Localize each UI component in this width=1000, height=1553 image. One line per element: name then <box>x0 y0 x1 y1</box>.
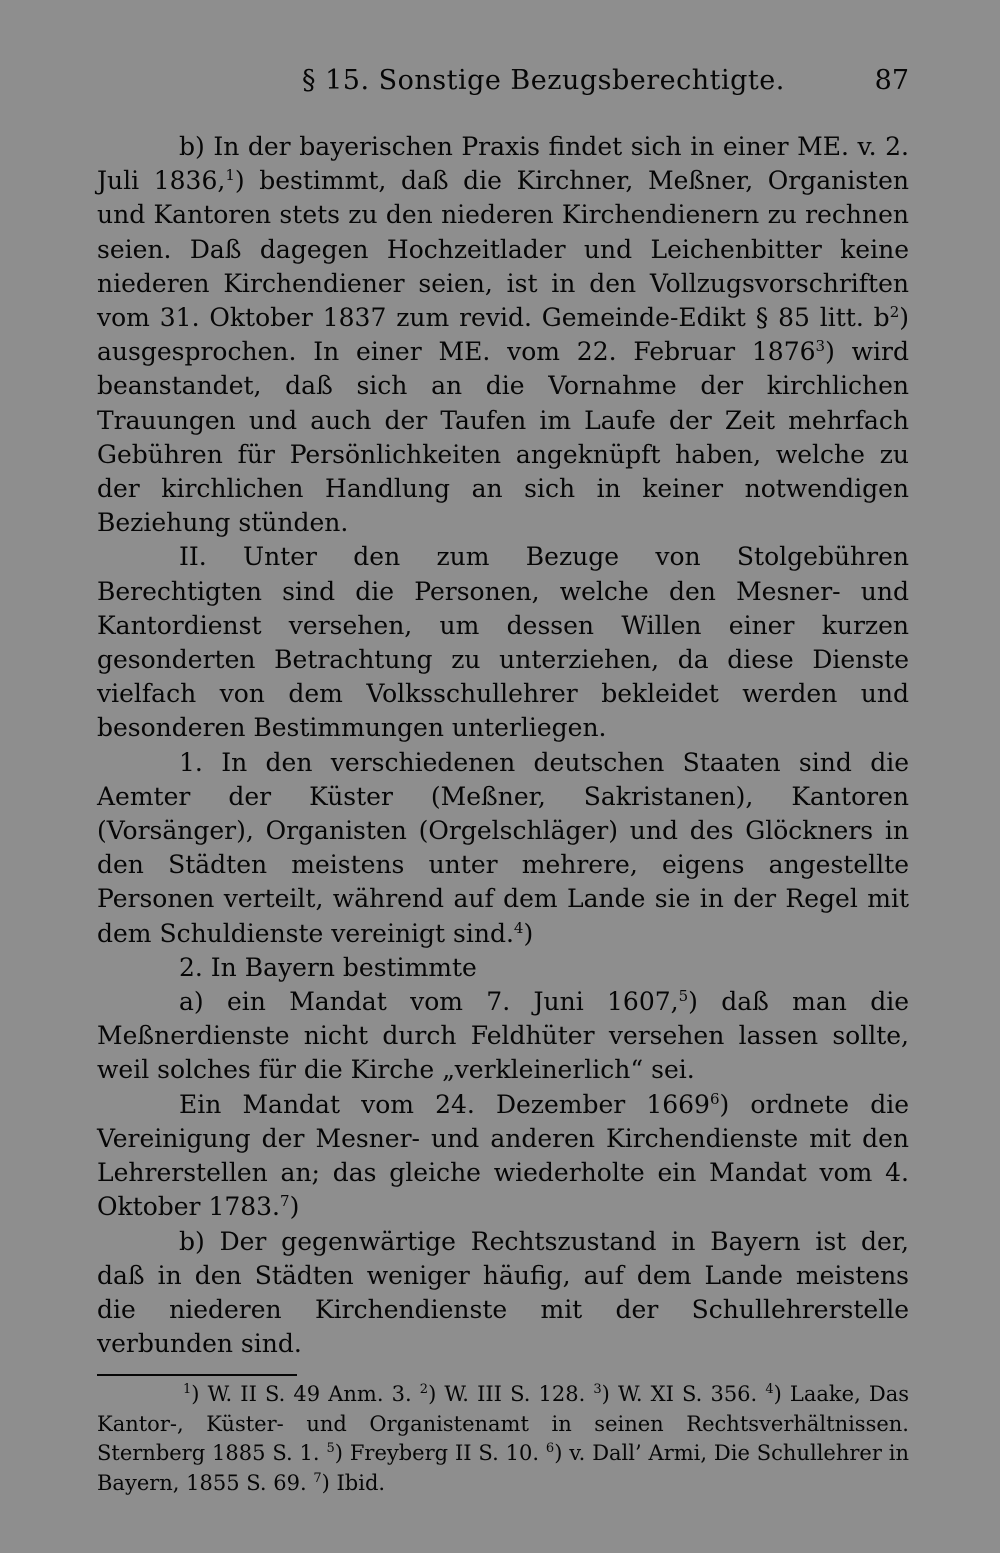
footnote-text: ) Laake, Das Kantor-, Küster- und Organistenamt in seinen Rechtsverhältnissen. Sternberg 1885 S. 1. <box>97 1382 909 1466</box>
footnote-7 <box>313 1471 385 1495</box>
paragraph-1-in-den-staaten <box>97 746 909 951</box>
footnote-reference: 4 <box>513 918 524 937</box>
footnote-reference: 1 <box>225 166 235 185</box>
text-run: ) daß man die Meßnerdienste nicht durch Feldhüter versehen lassen sollte, weil solches für die Kirche „verkleinerlich“ sei. <box>97 987 909 1085</box>
footnote-1 <box>183 1382 412 1406</box>
page-number: 87 <box>874 65 909 96</box>
running-title: § 15. Sonstige Bezugsberechtigte. <box>302 65 785 96</box>
footnote-rule <box>97 1374 297 1376</box>
text-run: b) In der bayerischen Praxis findet sich in einer ME. v. 2. Juli 1836, <box>97 132 909 196</box>
text-run: II. Unter den zum Bezuge von Stolgebühren Berechtigten sind die Personen, welche den Mesner- und Kantordienst versehen, um dessen Willen einer kurzen gesonderten Betrachtung zu unterziehen, da diese Dienste vielfach von dem Volksschullehrer bekleidet werden und besonderen Bestimmungen unterliegen. <box>97 542 909 743</box>
footnote-mark: 2 <box>419 1382 429 1398</box>
text-run: ) ordnete die Vereinigung der Mesner- und anderen Kirchendienste mit den Lehrerstellen an; das gleiche wiederholte ein Mandat vom 4. Oktober 1783. <box>97 1089 909 1222</box>
paragraph-b-bayern-praxis <box>97 130 909 540</box>
text-run: ) wird beanstandet, daß sich an die Vornahme der kirchlichen Trauungen und auch der Taufen im Laufe der Zeit mehrfach Gebühren für Persönlichkeiten angeknüpft haben, welche zu der kirchlichen Handlung an sich in keiner notwendigen Beziehung stünden. <box>97 337 909 538</box>
footnote-mark: 6 <box>545 1441 555 1457</box>
text-run: ) <box>289 1192 300 1222</box>
text-run: b) Der gegenwärtige Rechtszustand in Bayern ist der, daß in den Städten weniger häufig, auf dem Lande meistens die niederen Kirchendienste mit der Schullehrerstelle verbunden sind. <box>97 1226 909 1359</box>
paragraph-b-gegenwaertig <box>97 1225 909 1362</box>
footnote-reference: 7 <box>280 1192 290 1211</box>
footnotes <box>97 1380 909 1498</box>
footnote-3 <box>593 1382 757 1406</box>
footnote-text: ) W. XI S. 356. <box>601 1382 758 1407</box>
footnote-text: ) W. II S. 49 Anm. 3. <box>191 1382 412 1407</box>
footnote-2 <box>420 1382 585 1406</box>
footnote-reference: 2 <box>889 303 900 322</box>
footnote-mark: 7 <box>313 1470 322 1486</box>
footnote-mark: 1 <box>183 1382 192 1398</box>
footnote-text: ) Freyberg II S. 10. <box>334 1441 540 1466</box>
text-run: 1. In den verschiedenen deutschen Staaten sind die Aemter der Küster (Meßner, Sakristanen), Kantoren (Vorsänger), Organisten (Orgelschläger) und des Glöckners in den Städten meistens unter mehrere, eigens angestellte Personen verteilt, während auf dem Lande sie in der Regel mit dem Schuldienste vereinigt sind. <box>97 747 909 948</box>
footnote-mark: 3 <box>593 1382 602 1398</box>
footnote-mark: 5 <box>326 1441 335 1457</box>
footnote-reference: 3 <box>815 337 826 356</box>
book-page <box>97 55 909 1498</box>
text-run: 2. In Bayern bestimmte <box>179 952 477 982</box>
footnote-text: ) W. III S. 128. <box>428 1382 586 1407</box>
footnote-block <box>97 1380 909 1498</box>
text-run: ) bestimmt, daß die Kirchner, Meßner, Organisten und Kantoren stets zu den niederen Kirchendienern zu rechnen seien. Daß dagegen Hochzeitlader und Leichenbitter keine niederen Kirchendiener seien, ist in den Vollzugsvorschriften vom 31. Oktober 1837 zum revid. Gemeinde-Edikt § 85 litt. b <box>97 166 909 333</box>
text-run: Ein Mandat vom 24. Dezember 1669 <box>179 1089 710 1119</box>
footnote-mark: 4 <box>765 1382 774 1398</box>
paragraph-a-mandat-1607 <box>97 985 909 1088</box>
footnote-text: ) Ibid. <box>321 1470 386 1495</box>
footnote-text: ) v. Dall’ Armi, Die Schullehrer in Bayern, 1855 S. 69. <box>97 1441 909 1495</box>
text-run: ) ausgesprochen. In einer ME. vom 22. Februar 1876 <box>97 303 909 367</box>
paragraph-ii-unter-den <box>97 540 909 745</box>
text-run: a) ein Mandat vom 7. Juni 1607, <box>179 987 679 1017</box>
footnote-reference: 6 <box>709 1089 720 1108</box>
page-header <box>97 55 909 107</box>
footnote-reference: 5 <box>678 987 689 1006</box>
footnote-5 <box>326 1441 539 1465</box>
paragraph-2-in-bayern <box>97 951 909 985</box>
paragraph-mandat-1669 <box>97 1088 909 1225</box>
text-run: ) <box>523 918 534 948</box>
body-text <box>97 130 909 1361</box>
